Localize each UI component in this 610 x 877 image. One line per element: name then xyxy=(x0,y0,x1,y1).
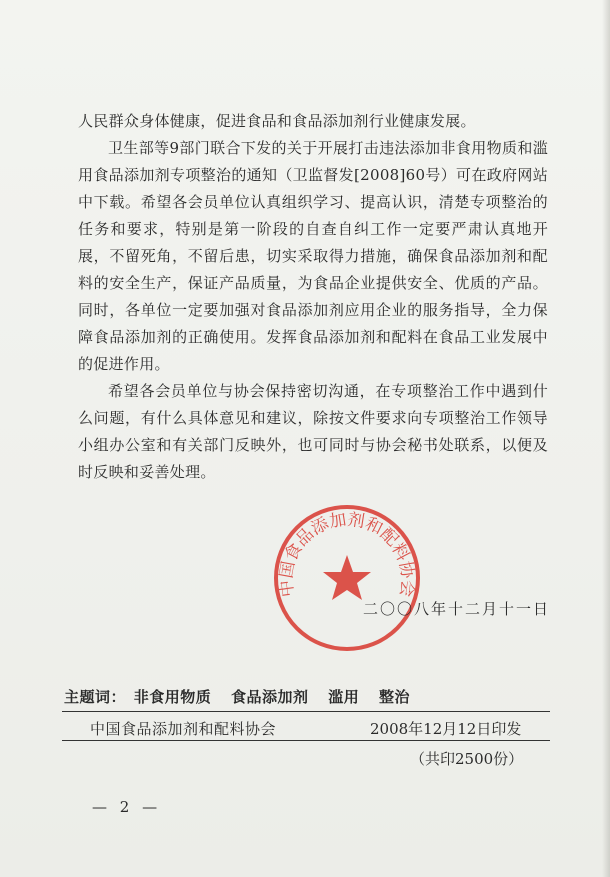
print-date: 2008年12月12日印发 xyxy=(370,720,522,738)
signature-date: 二〇〇八年十二月十一日 xyxy=(363,600,551,618)
official-seal-stamp xyxy=(272,503,422,653)
page-edge-shadow xyxy=(602,0,610,877)
subject-keyword: 滥用 xyxy=(328,688,360,706)
document-body xyxy=(78,108,548,486)
print-copies: （共印2500份） xyxy=(410,750,524,768)
body-paragraph-2: 希望各会员单位与协会保持密切沟通，在专项整治工作中遇到什么问题，有什么具体意见和建议，除按文件要求向专项整治工作领导小组办公室和有关部门反映外，也可同时与协会秘书处联系，以便及时反映和妥善处理。 xyxy=(78,382,548,481)
subject-label: 主题词： xyxy=(64,688,127,706)
subject-keywords xyxy=(64,686,544,707)
subject-keyword: 整治 xyxy=(379,688,411,706)
seal-star xyxy=(323,555,371,600)
body-paragraph-1: 卫生部等9部门联合下发的关于开展打击违法添加非食用物质和滥用食品添加剂专项整治的通知（卫监督发[2008]60号）可在政府网站中下载。希望各会员单位认真组织学习、提高认识，清楚专项整治的任务和要求，特别是第一阶段的自查自纠工作一定要严肃认真地开展，不留死角，不留后患，切实采取得力措施，确保食品添加剂和配料的安全生产，保证产品质量，为食品企业提供安全、优质的产品。同时，各单位一定要加强对食品添加剂应用企业的服务指导，全力保障食品添加剂的正确使用。发挥食品添加剂和配料在食品工业发展中的促进作用。 xyxy=(78,139,548,373)
subject-keyword: 食品添加剂 xyxy=(231,688,309,706)
body-paragraph-0: 人民群众身体健康，促进食品和食品添加剂行业健康发展。 xyxy=(78,112,476,130)
divider-line xyxy=(62,711,550,712)
issuing-organization: 中国食品添加剂和配料协会 xyxy=(90,720,277,738)
seal-text-path: 中国食品添加剂和配料协会 xyxy=(276,509,418,599)
divider-line xyxy=(62,740,550,741)
page-number: — 2 — xyxy=(92,798,162,816)
subject-keyword: 非食用物质 xyxy=(133,688,212,706)
